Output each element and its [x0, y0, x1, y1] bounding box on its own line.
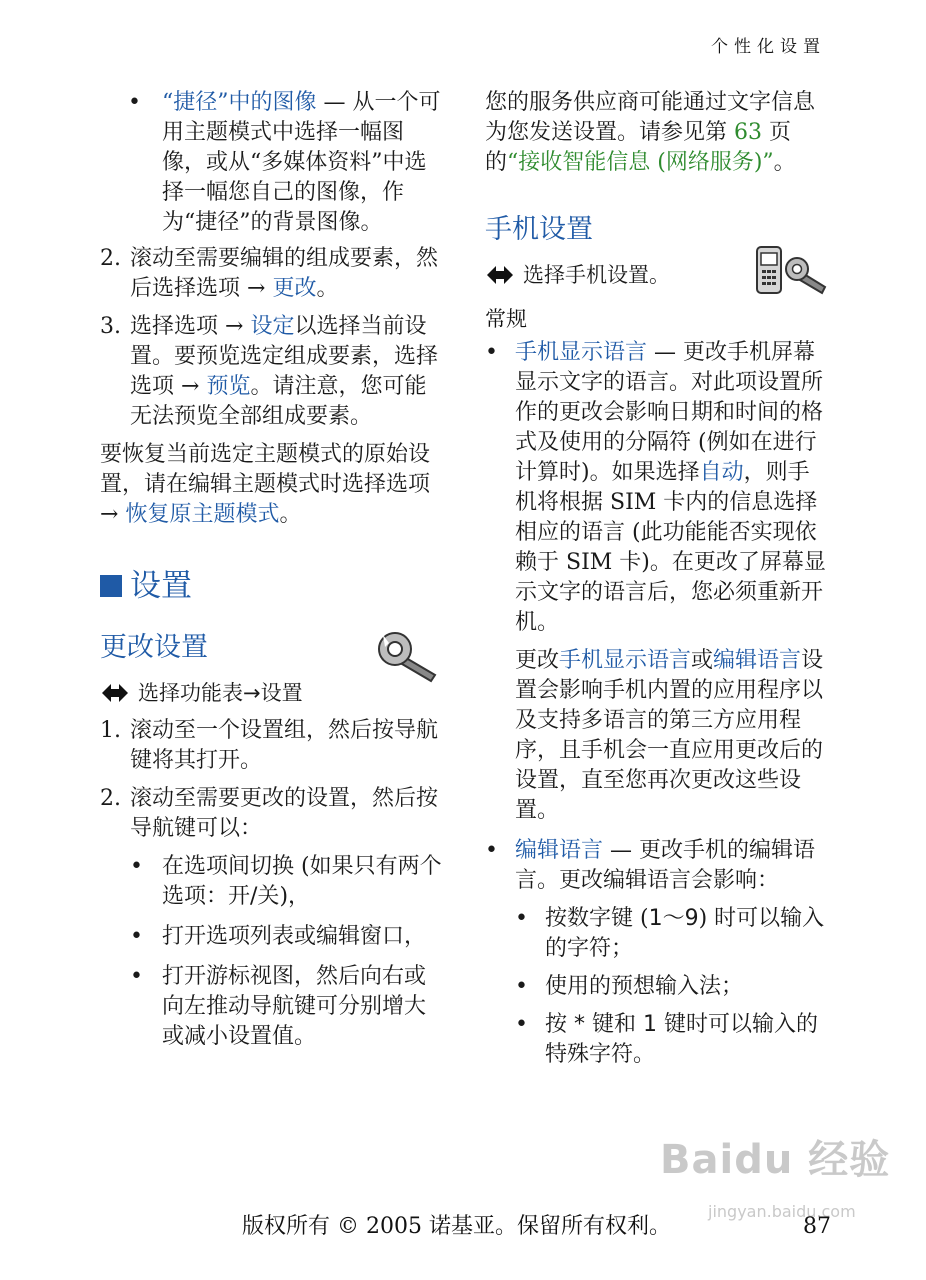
restore-theme-link[interactable]: 恢复原主题模式	[125, 502, 280, 527]
arrow: →	[240, 276, 273, 301]
bullet-text: 时可以输入的特殊字符。	[545, 1012, 819, 1067]
running-header: 个性化设置	[711, 37, 826, 57]
para-text: 页的	[485, 120, 791, 175]
bullet-text: ，则手机将根据 SIM 卡内的信息选择相应的语言 (此功能能否实现依赖于 SIM 卡)。在更改了屏幕显示文字的语言后，您必须重新开机。	[515, 460, 826, 635]
options-label: 选项	[174, 314, 219, 339]
step-text: 选择	[130, 314, 175, 339]
para-text: 要恢复当前选定主题模式的原始设置，请在编辑主题模式时选择	[100, 442, 431, 497]
bullet-text: — 更改手机屏幕显示文字的语言。对此项设置所作的更改会影响日期和时间的格式及使用的分隔符 (例如在进行计算时)。如果选择	[515, 340, 824, 485]
punct: )，	[279, 884, 311, 909]
list-step-2	[100, 784, 445, 844]
sub-bullet-list	[100, 922, 445, 952]
auto-link[interactable]: 自动	[699, 460, 744, 485]
sub-bullet-cursor	[100, 962, 445, 1052]
punct: 。	[316, 276, 339, 301]
phone-settings-label: 手机设置	[565, 263, 649, 287]
bullet-dot: •	[485, 838, 498, 863]
bullet-dot: •	[130, 854, 143, 879]
display-language-link[interactable]: 手机显示语言	[515, 340, 648, 365]
step-text: 以选择当前设置。要预览选定组成要素，选择	[130, 314, 439, 369]
settings-label: 设置	[260, 681, 303, 705]
nav-text: 选择	[138, 681, 180, 705]
step-number: 2.	[100, 246, 121, 271]
para-text: 设置会影响手机内置的应用程序以及支持多语言的第三方应用程序，且手机会一直应用更改后的设置，直至您再次更改这些设置。	[515, 648, 824, 823]
options-label: 选项	[130, 374, 175, 399]
options-label: 选项	[386, 472, 431, 497]
options-label: 选项	[196, 276, 241, 301]
smart-message-link[interactable]: “接收智能信息 (网络服务)”	[507, 150, 774, 175]
edit-language-link[interactable]: 编辑语言	[713, 648, 802, 673]
copyright-footer: 版权所有 © 2005 诺基亚。保留所有权利。	[242, 1214, 671, 1239]
number-keys-label: 1～9	[648, 906, 699, 931]
step-text: 滚动至一个设置组，然后按导航键将其打开。	[130, 718, 439, 773]
bullet-dot: •	[515, 974, 528, 999]
sub-bullet-predictive	[485, 972, 830, 1002]
watermark-brand: Baidu 经验	[660, 1137, 891, 1183]
language-note	[485, 646, 830, 826]
left-column	[100, 88, 445, 1062]
restore-paragraph	[100, 440, 445, 530]
arrow: →	[218, 314, 251, 339]
phone-settings-title: 手机设置	[485, 214, 593, 245]
nav-text: 选择	[523, 263, 565, 287]
general-heading: 常规	[485, 307, 527, 331]
bullet-edit-language	[485, 836, 830, 896]
right-column	[485, 88, 830, 1078]
bullet-text: 按数字键 (	[545, 906, 649, 931]
watermark-url: jingyan.baidu.com	[708, 1202, 856, 1221]
shortcut-image-link[interactable]: “捷径”中的图像	[162, 90, 317, 115]
arrow: →	[174, 374, 207, 399]
bullet-dot: •	[515, 906, 528, 931]
bullet-text: 在选项间切换 (如果只有两个选项：	[162, 854, 442, 909]
star-key-label: * 键	[574, 1012, 614, 1037]
change-settings-title: 更改设置	[100, 632, 208, 663]
section-title-text: 设置	[130, 568, 192, 604]
page-number: 87	[803, 1214, 831, 1239]
arrow: →	[243, 681, 261, 705]
bullet-text: ) 时可以输入的字符；	[545, 906, 825, 961]
on-off-label: 开/关	[228, 884, 280, 909]
navigation-arrow-icon	[485, 263, 515, 287]
intro-paragraph	[485, 88, 830, 178]
step-text: 。请注意，您可能无法预览全部组成要素。	[130, 374, 427, 429]
para-text: 您的服务供应商可能通过文字信息为您发送设置。请参见第	[485, 90, 816, 145]
menu-label: 功能表	[180, 681, 243, 705]
bullet-dot: •	[128, 90, 141, 115]
step-number: 3.	[100, 314, 121, 339]
bullet-dot: •	[515, 1012, 528, 1037]
bullet-dot: •	[130, 924, 143, 949]
sub-bullet-toggle	[100, 852, 445, 912]
bullet-display-language	[485, 338, 830, 638]
change-link[interactable]: 更改	[272, 276, 317, 301]
set-link[interactable]: 设定	[250, 314, 295, 339]
punct: 。	[773, 150, 796, 175]
para-text: 或	[691, 648, 714, 673]
step-number: 1.	[100, 718, 121, 743]
bullet-text: 和	[614, 1012, 643, 1037]
para-text: 更改	[515, 648, 560, 673]
wrench-icon	[375, 625, 443, 685]
bullet-dot: •	[485, 340, 498, 365]
arrow: →	[100, 502, 126, 527]
sub-bullet-number-keys	[485, 904, 830, 964]
display-language-link[interactable]: 手机显示语言	[559, 648, 692, 673]
bullet-shortcut-image	[100, 88, 445, 238]
step-text: 滚动至需要更改的设置，然后按导航键可以：	[130, 786, 439, 841]
bullet-text: 打开游标视图，然后向右或向左推动导航键可分别增大或减小设置值。	[162, 964, 427, 1049]
bullet-text: — 从一个可用主题模式中选择一幅图像，或从“多媒体资料”中选择一幅您自己的图像，作为“捷径”的背景图像。	[162, 90, 441, 235]
baidu-watermark	[660, 1137, 891, 1221]
bullet-text: 使用的预想输入法；	[545, 974, 744, 999]
step-3	[100, 312, 445, 432]
punct: 。	[649, 263, 670, 287]
preview-link[interactable]: 预览	[206, 374, 251, 399]
section-square-icon	[100, 575, 122, 597]
bullet-text: — 更改手机的编辑语言。更改编辑语言会影响：	[515, 838, 816, 893]
section-title-settings	[100, 566, 445, 606]
list-step-1	[100, 716, 445, 776]
bullet-text: 打开选项列表或编辑窗口，	[162, 924, 427, 949]
phone-icon	[755, 245, 830, 297]
page-ref[interactable]: 63	[734, 120, 762, 145]
punct: 。	[279, 502, 302, 527]
bullet-text: 按	[545, 1012, 574, 1037]
sub-bullet-special-chars	[485, 1010, 830, 1070]
step-2	[100, 244, 445, 304]
bullet-dot: •	[130, 964, 143, 989]
step-text: 滚动至需要编辑的组成要素，然后选择	[130, 246, 439, 301]
edit-language-link[interactable]: 编辑语言	[515, 838, 604, 863]
navigation-arrow-icon	[100, 681, 130, 705]
step-number: 2.	[100, 786, 121, 811]
one-key-label: 1 键	[643, 1012, 686, 1037]
